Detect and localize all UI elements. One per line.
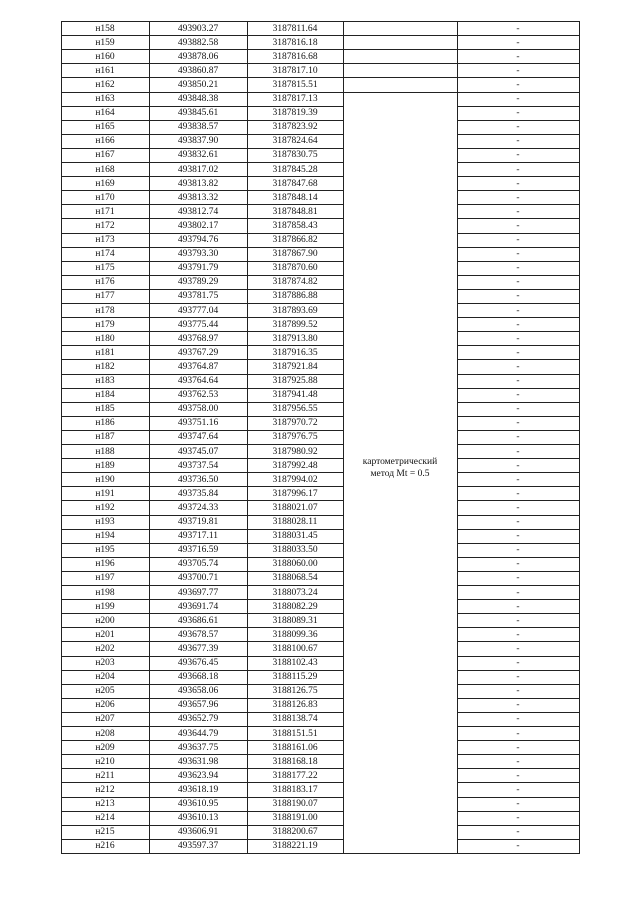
coord-x: 493817.02 [177,164,219,175]
point-name: н211 [95,770,115,781]
coord-y: 3187970.72 [272,418,318,429]
dash-cell: - [516,672,520,683]
coord-y: 3188177.22 [272,770,318,781]
coord-x: 493697.77 [177,587,219,598]
point-name: н207 [95,714,115,725]
point-name: н158 [95,23,115,34]
coord-x: 493623.94 [177,770,219,781]
coord-y: 3187867.90 [272,249,318,260]
column-border [579,21,580,853]
dash-cell: - [516,559,520,570]
coord-x: 493813.82 [177,178,219,189]
point-name: н166 [95,136,115,147]
point-name: н195 [95,545,115,556]
point-name: н169 [95,178,115,189]
coord-y: 3187916.35 [272,347,318,358]
coord-x: 493610.95 [177,799,219,809]
point-name: н208 [95,728,115,739]
point-name: н178 [95,305,115,316]
coord-x: 493652.79 [177,714,219,725]
coord-x: 493764.87 [177,361,219,372]
coord-y: 3187866.82 [272,235,318,245]
coord-x: 493676.45 [177,658,219,668]
coord-x: 493758.00 [177,404,219,415]
dash-cell: - [516,545,520,556]
dash-cell: - [516,728,520,739]
point-name: н204 [95,672,115,683]
coord-y: 3188138.74 [272,714,318,725]
point-name: н160 [95,51,115,62]
coord-y: 3187870.60 [272,263,318,274]
dash-cell: - [516,220,520,231]
coord-x: 493791.79 [177,263,219,274]
coord-y: 3187976.75 [272,432,318,443]
dash-cell: - [516,122,520,133]
coord-x: 493691.74 [177,601,219,612]
dash-cell: - [516,235,520,245]
dash-cell: - [516,361,520,372]
coord-y: 3188099.36 [272,629,318,640]
coord-y: 3187956.55 [272,404,318,415]
dash-cell: - [516,23,520,34]
dash-cell: - [516,615,520,626]
point-name: н216 [95,841,115,852]
point-name: н202 [95,643,115,654]
coord-x: 493747.64 [177,432,219,443]
coord-y: 3188183.17 [272,784,318,795]
coord-x: 493768.97 [177,333,219,344]
dash-cell: - [516,333,520,344]
coord-x: 493736.50 [177,474,219,485]
point-name: н185 [95,404,115,415]
coord-x: 493767.29 [177,347,219,358]
coord-y: 3188221.19 [272,841,318,852]
coord-y: 3188082.29 [272,601,318,612]
point-name: н209 [95,742,115,753]
point-name: н194 [95,531,115,542]
coord-x: 493631.98 [177,756,219,767]
point-name: н203 [95,658,115,668]
coord-y: 3188161.06 [272,742,318,753]
coord-y: 3187858.43 [272,220,318,231]
point-name: н175 [95,263,115,274]
point-name: н198 [95,587,115,598]
dash-cell: - [516,502,520,513]
dash-cell: - [516,756,520,767]
dash-cell: - [516,108,520,119]
coord-x: 493789.29 [177,277,219,288]
coord-y: 3188102.43 [272,658,318,668]
point-name: н200 [95,615,115,626]
coord-y: 3187848.14 [272,192,318,203]
point-name: н190 [95,474,115,485]
coord-x: 493597.37 [177,841,219,852]
coord-x: 493678.57 [177,629,219,640]
point-name: н179 [95,319,115,330]
point-name: н210 [95,756,115,767]
point-name: н206 [95,700,115,711]
point-name: н170 [95,192,115,203]
coord-x: 493903.27 [177,23,219,34]
dash-cell: - [516,784,520,795]
dash-cell: - [516,488,520,499]
coord-y: 3188190.07 [272,799,318,809]
coord-x: 493882.58 [177,37,219,48]
coord-x: 493644.79 [177,728,219,739]
coord-x: 493751.16 [177,418,219,429]
coord-x: 493717.11 [177,531,219,542]
dash-cell: - [516,277,520,288]
column-border [343,21,344,853]
point-name: н181 [95,347,115,358]
dash-cell: - [516,587,520,598]
dash-cell: - [516,347,520,358]
coord-y: 3187824.64 [272,136,318,147]
dash-cell: - [516,291,520,302]
dash-cell: - [516,474,520,485]
coord-y: 3187941.48 [272,390,318,401]
point-name: н193 [95,517,115,527]
dash-cell: - [516,573,520,584]
coord-x: 493802.17 [177,220,219,231]
coord-x: 493745.07 [177,446,219,457]
coord-x: 493777.04 [177,305,219,316]
point-name: н162 [95,79,115,90]
coord-x: 493793.30 [177,249,219,260]
dash-cell: - [516,150,520,161]
coord-y: 3187817.13 [272,94,318,104]
point-name: н168 [95,164,115,175]
dash-cell: - [516,305,520,316]
coord-x: 493837.90 [177,136,219,147]
coord-y: 3188200.67 [272,827,318,838]
dash-cell: - [516,192,520,203]
coord-y: 3187830.75 [272,150,318,161]
coord-x: 493812.74 [177,206,219,217]
coord-x: 493813.32 [177,192,219,203]
dash-cell: - [516,418,520,429]
coord-x: 493686.61 [177,615,219,626]
coord-y: 3188060.00 [272,559,318,570]
coord-x: 493737.54 [177,460,219,471]
dash-cell: - [516,460,520,471]
coord-y: 3187913.80 [272,333,318,344]
point-name: н215 [95,827,115,838]
dash-cell: - [516,263,520,274]
coord-x: 493700.71 [177,573,219,584]
point-name: н184 [95,390,115,401]
dash-cell: - [516,841,520,852]
coord-y: 3187992.48 [272,460,318,471]
coord-x: 493724.33 [177,502,219,513]
coord-y: 3187816.18 [272,37,318,48]
dash-cell: - [516,37,520,48]
method-line-1: картометрический [362,457,438,468]
coord-y: 3188115.29 [272,672,318,683]
point-name: н173 [95,235,115,245]
coord-y: 3187925.88 [272,376,318,386]
dash-cell: - [516,827,520,838]
point-name: н177 [95,291,115,302]
coord-y: 3188151.51 [272,728,318,739]
coord-y: 3187815.51 [272,79,318,90]
point-name: н172 [95,220,115,231]
coord-x: 493850.21 [177,79,219,90]
coord-x: 493610.13 [177,813,219,824]
dash-cell: - [516,79,520,90]
coord-y: 3187817.10 [272,65,318,76]
coord-x: 493657.96 [177,700,219,711]
point-name: н161 [95,65,115,76]
coord-y: 3187848.81 [272,206,318,217]
dash-cell: - [516,700,520,711]
coord-x: 493637.75 [177,742,219,753]
coord-y: 3188100.67 [272,643,318,654]
dash-cell: - [516,390,520,401]
dash-cell: - [516,799,520,809]
coord-y: 3187980.92 [272,446,318,457]
point-name: н188 [95,446,115,457]
coord-x: 493845.61 [177,108,219,119]
point-name: н183 [95,376,115,386]
coord-y: 3188126.83 [272,700,318,711]
coord-x: 493762.53 [177,390,219,401]
coord-y: 3187823.92 [272,122,318,133]
dash-cell: - [516,376,520,386]
dash-cell: - [516,629,520,640]
point-name: н212 [95,784,115,795]
dash-cell: - [516,65,520,76]
coord-y: 3187819.39 [272,108,318,119]
dash-cell: - [516,206,520,217]
dash-cell: - [516,643,520,654]
coord-x: 493781.75 [177,291,219,302]
dash-cell: - [516,742,520,753]
coord-x: 493878.06 [177,51,219,62]
point-name: н171 [95,206,115,217]
coord-x: 493668.18 [177,672,219,683]
dash-cell: - [516,446,520,457]
coord-y: 3188068.54 [272,573,318,584]
dash-cell: - [516,249,520,260]
dash-cell: - [516,813,520,824]
method-line-2: метод Mt = 0.5 [370,469,430,480]
coord-x: 493677.39 [177,643,219,654]
coord-y: 3188191.00 [272,813,318,824]
point-name: н205 [95,686,115,697]
coord-y: 3187886.88 [272,291,318,302]
point-name: н191 [95,488,115,499]
dash-cell: - [516,432,520,443]
coord-x: 493735.84 [177,488,219,499]
coord-x: 493794.76 [177,235,219,245]
dash-cell: - [516,178,520,189]
coord-y: 3187847.68 [272,178,318,189]
coord-y: 3188126.75 [272,686,318,697]
point-name: н197 [95,573,115,584]
point-name: н186 [95,418,115,429]
coord-y: 3188089.31 [272,615,318,626]
coord-y: 3187893.69 [272,305,318,316]
point-name: н182 [95,361,115,372]
point-name: н201 [95,629,115,640]
method-note [343,456,457,480]
point-name: н167 [95,150,115,161]
coord-y: 3187811.64 [272,23,318,34]
point-name: н159 [95,37,115,48]
coord-x: 493658.06 [177,686,219,697]
coord-x: 493764.64 [177,376,219,386]
coord-y: 3188168.18 [272,756,318,767]
dash-cell: - [516,517,520,527]
coord-y: 3188021.07 [272,502,318,513]
coord-x: 493705.74 [177,559,219,570]
point-name: н174 [95,249,115,260]
point-name: н176 [95,277,115,288]
coord-x: 493838.57 [177,122,219,133]
coord-y: 3188033.50 [272,545,318,556]
coord-x: 493860.87 [177,65,219,76]
coord-x: 493606.91 [177,827,219,838]
coord-y: 3188028.11 [272,517,318,527]
coord-y: 3187996.17 [272,488,318,499]
dash-cell: - [516,136,520,147]
coord-x: 493618.19 [177,784,219,795]
dash-cell: - [516,51,520,62]
dash-cell: - [516,686,520,697]
point-name: н189 [95,460,115,471]
point-name: н164 [95,108,115,119]
coord-y: 3187816.68 [272,51,318,62]
dash-cell: - [516,319,520,330]
point-name: н199 [95,601,115,612]
coord-y: 3187921.84 [272,361,318,372]
point-name: н192 [95,502,115,513]
dash-cell: - [516,531,520,542]
point-name: н180 [95,333,115,344]
point-name: н187 [95,432,115,443]
dash-cell: - [516,770,520,781]
dash-cell: - [516,94,520,104]
coord-y: 3187845.28 [272,164,318,175]
coord-y: 3188073.24 [272,587,318,598]
coord-y: 3187994.02 [272,474,318,485]
coord-y: 3188031.45 [272,531,318,542]
coord-x: 493848.38 [177,94,219,104]
coord-x: 493716.59 [177,545,219,556]
point-name: н165 [95,122,115,133]
coord-x: 493775.44 [177,319,219,330]
dash-cell: - [516,714,520,725]
point-name: н196 [95,559,115,570]
point-name: н214 [95,813,115,824]
coord-y: 3187899.52 [272,319,318,330]
coord-y: 3187874.82 [272,277,318,288]
dash-cell: - [516,404,520,415]
point-name: н163 [95,94,115,104]
coord-x: 493832.61 [177,150,219,161]
coord-x: 493719.81 [177,517,219,527]
dash-cell: - [516,164,520,175]
dash-cell: - [516,601,520,612]
point-name: н213 [95,799,115,809]
dash-cell: - [516,658,520,668]
